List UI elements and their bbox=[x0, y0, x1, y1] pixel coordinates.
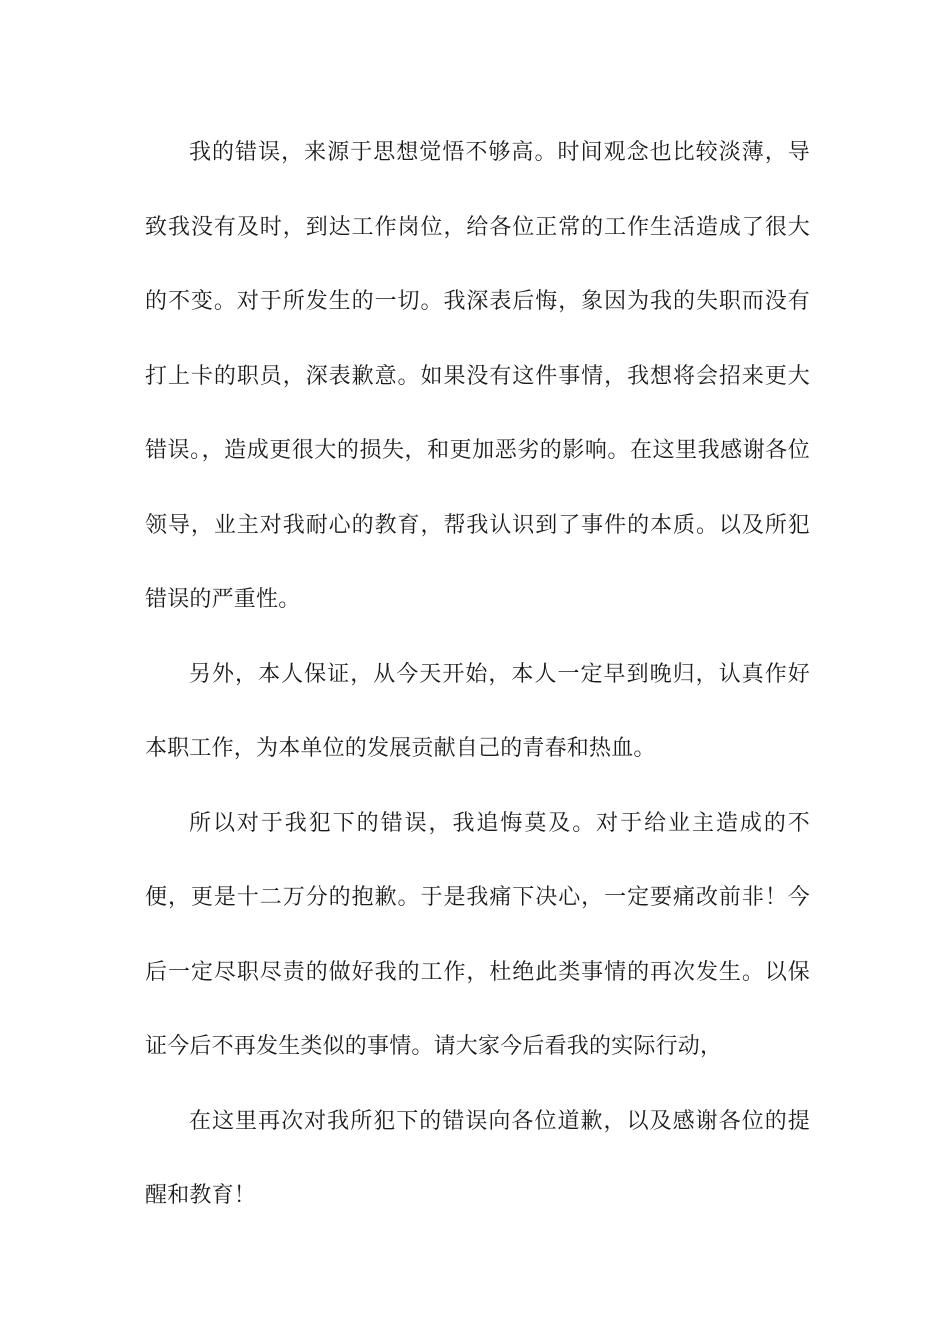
paragraph-2: 另外，本人保证，从今天开始，本人一定早到晚归，认真作好本职工作，为本单位的发展贡献自己的青春和热血。 bbox=[145, 661, 810, 761]
paragraph-3: 所以对于我犯下的错误，我追悔莫及。对于给业主造成的不便，更是十二万分的抱歉。于是我痛下决心，一定要痛改前非！今后一定尽职尽责的做好我的工作，杜绝此类事情的再次发生。以保证今后不再发生类似的事情。请大家今后看我的实际行动， bbox=[145, 810, 810, 1059]
paragraph-1: 我的错误，来源于思想觉悟不够高。时间观念也比较淡薄，导致我没有及时，到达工作岗位，给各位正常的工作生活造成了很大的不变。对于所发生的一切。我深表后悔，象因为我的失职而没有打上卡的职员，深表歉意。如果没有这件事情，我想将会招来更大错误。，造成更很大的损失，和更加恶劣的影响。在这里我感谢各位领导，业主对我耐心的教育，帮我认识到了事件的本质。以及所犯错误的严重性。 bbox=[145, 140, 810, 612]
paragraph-4: 在这里再次对我所犯下的错误向各位道歉，以及感谢各位的提醒和教育！ bbox=[145, 1108, 810, 1208]
document-body bbox=[145, 116, 810, 1234]
